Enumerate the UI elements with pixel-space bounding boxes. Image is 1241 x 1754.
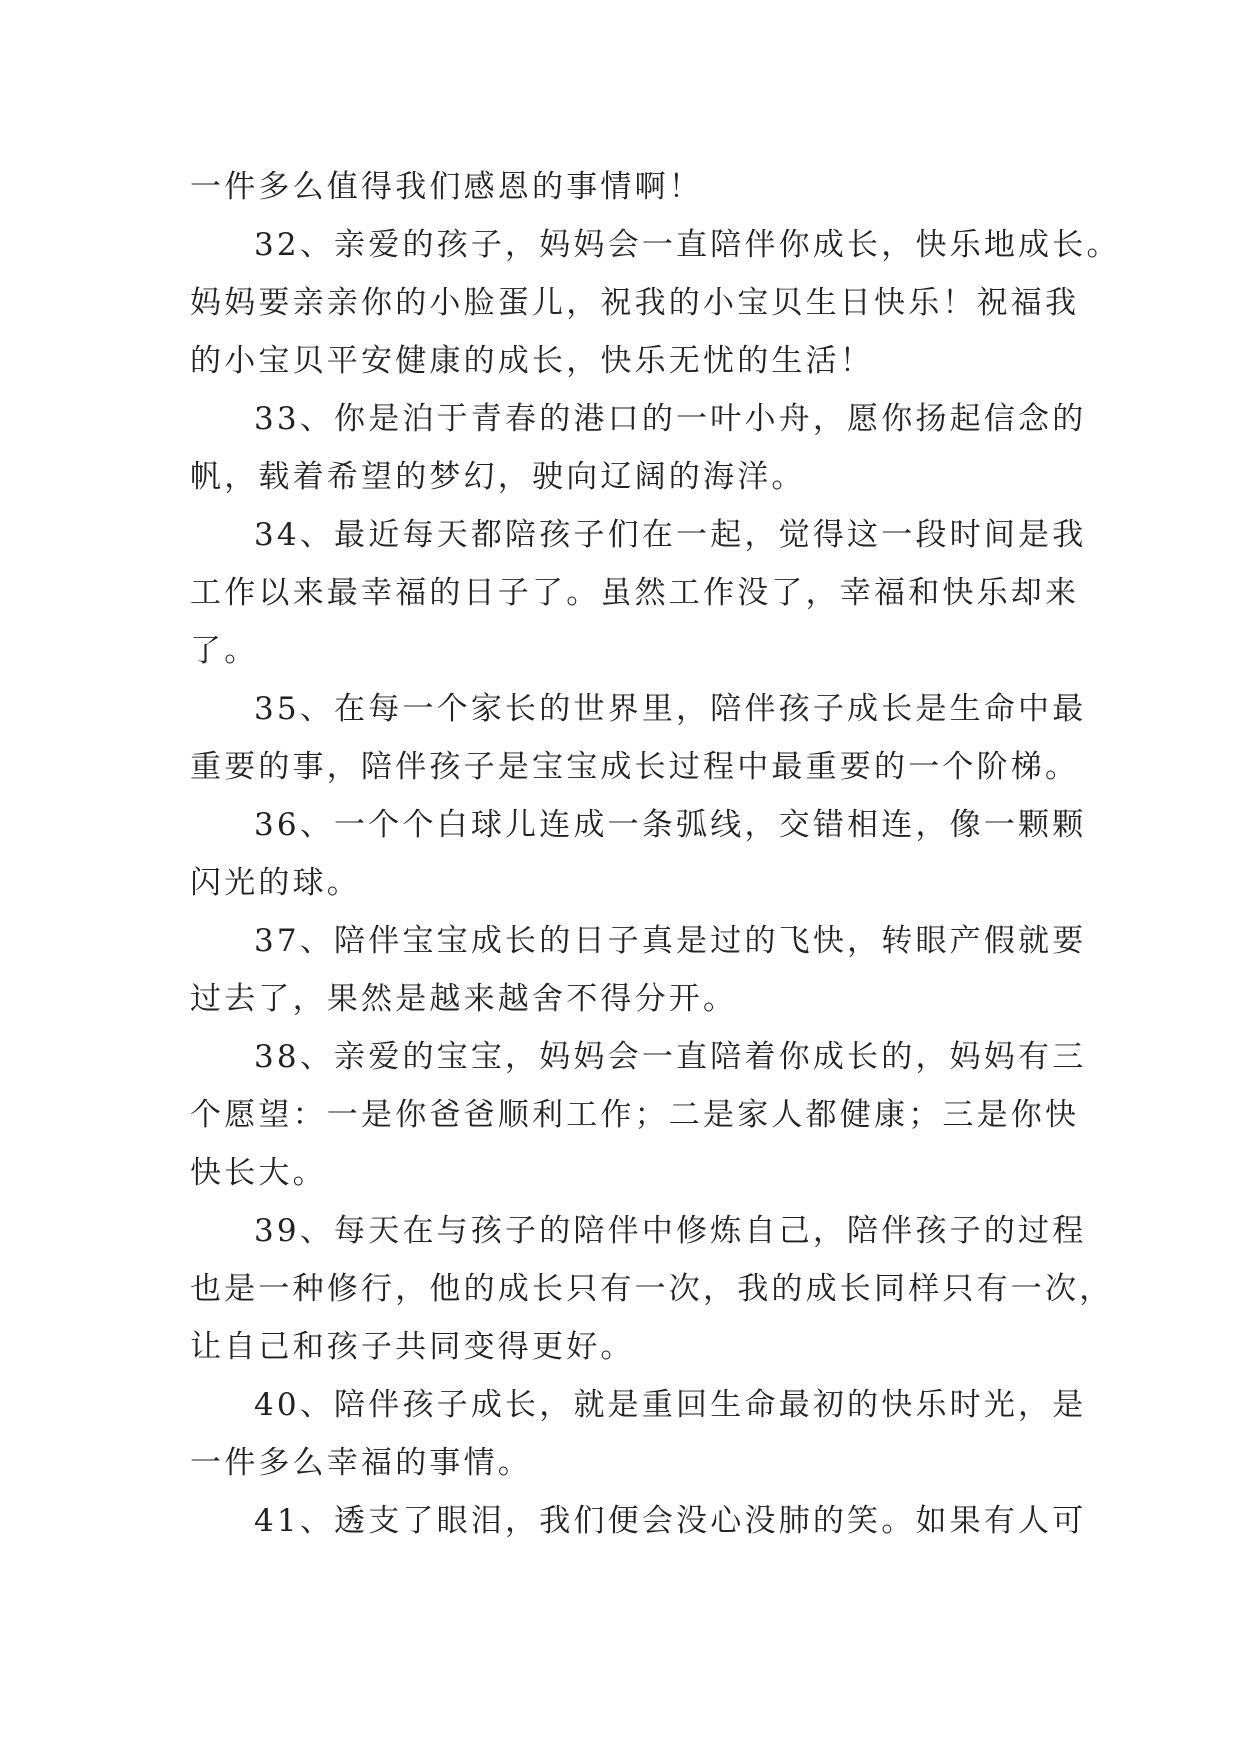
text-line: 39、每天在与孩子的陪伴中修炼自己，陪伴孩子的过程: [254, 1213, 1087, 1249]
text-line: 一件多么值得我们感恩的事情啊！: [190, 169, 703, 205]
text-line: 快长大。: [190, 1155, 327, 1191]
text-line: 38、亲爱的宝宝，妈妈会一直陪着你成长的，妈妈有三: [254, 1039, 1087, 1075]
text-line: 34、最近每天都陪孩子们在一起，觉得这一段时间是我: [254, 517, 1087, 553]
text-line: 33、你是泊于青春的港口的一叶小舟，愿你扬起信念的: [254, 401, 1087, 437]
text-line: 让自己和孩子共同变得更好。: [190, 1329, 635, 1365]
text-line: 36、一个个白球儿连成一条弧线，交错相连，像一颗颗: [254, 807, 1087, 843]
text-line: 41、透支了眼泪，我们便会没心没肺的笑。如果有人可: [254, 1503, 1087, 1539]
text-line: 也是一种修行，他的成长只有一次，我的成长同样只有一次，: [190, 1271, 1114, 1307]
text-line: 过去了，果然是越来越舍不得分开。: [190, 981, 738, 1017]
text-line: 40、陪伴孩子成长，就是重回生命最初的快乐时光，是: [254, 1387, 1087, 1423]
text-line: 32、亲爱的孩子，妈妈会一直陪伴你成长，快乐地成长。: [254, 227, 1121, 263]
text-line: 闪光的球。: [190, 865, 361, 901]
text-line: 工作以来最幸福的日子了。虽然工作没了，幸福和快乐却来: [190, 575, 1080, 611]
text-line: 35、在每一个家长的世界里，陪伴孩子成长是生命中最: [254, 691, 1087, 727]
text-line: 一件多么幸福的事情。: [190, 1445, 532, 1481]
text-line: 妈妈要亲亲你的小脸蛋儿，祝我的小宝贝生日快乐！祝福我: [190, 285, 1080, 321]
text-line: 了。: [190, 633, 259, 669]
text-line: 帆，载着希望的梦幻，驶向辽阔的海洋。: [190, 459, 806, 495]
text-line: 个愿望：一是你爸爸顺利工作；二是家人都健康；三是你快: [190, 1097, 1080, 1133]
document-body: [190, 158, 1121, 1550]
text-line: 的小宝贝平安健康的成长，快乐无忧的生活！: [190, 343, 874, 379]
text-line: 37、陪伴宝宝成长的日子真是过的飞快，转眼产假就要: [254, 923, 1087, 959]
text-line: 重要的事，陪伴孩子是宝宝成长过程中最重要的一个阶梯。: [190, 749, 1080, 785]
